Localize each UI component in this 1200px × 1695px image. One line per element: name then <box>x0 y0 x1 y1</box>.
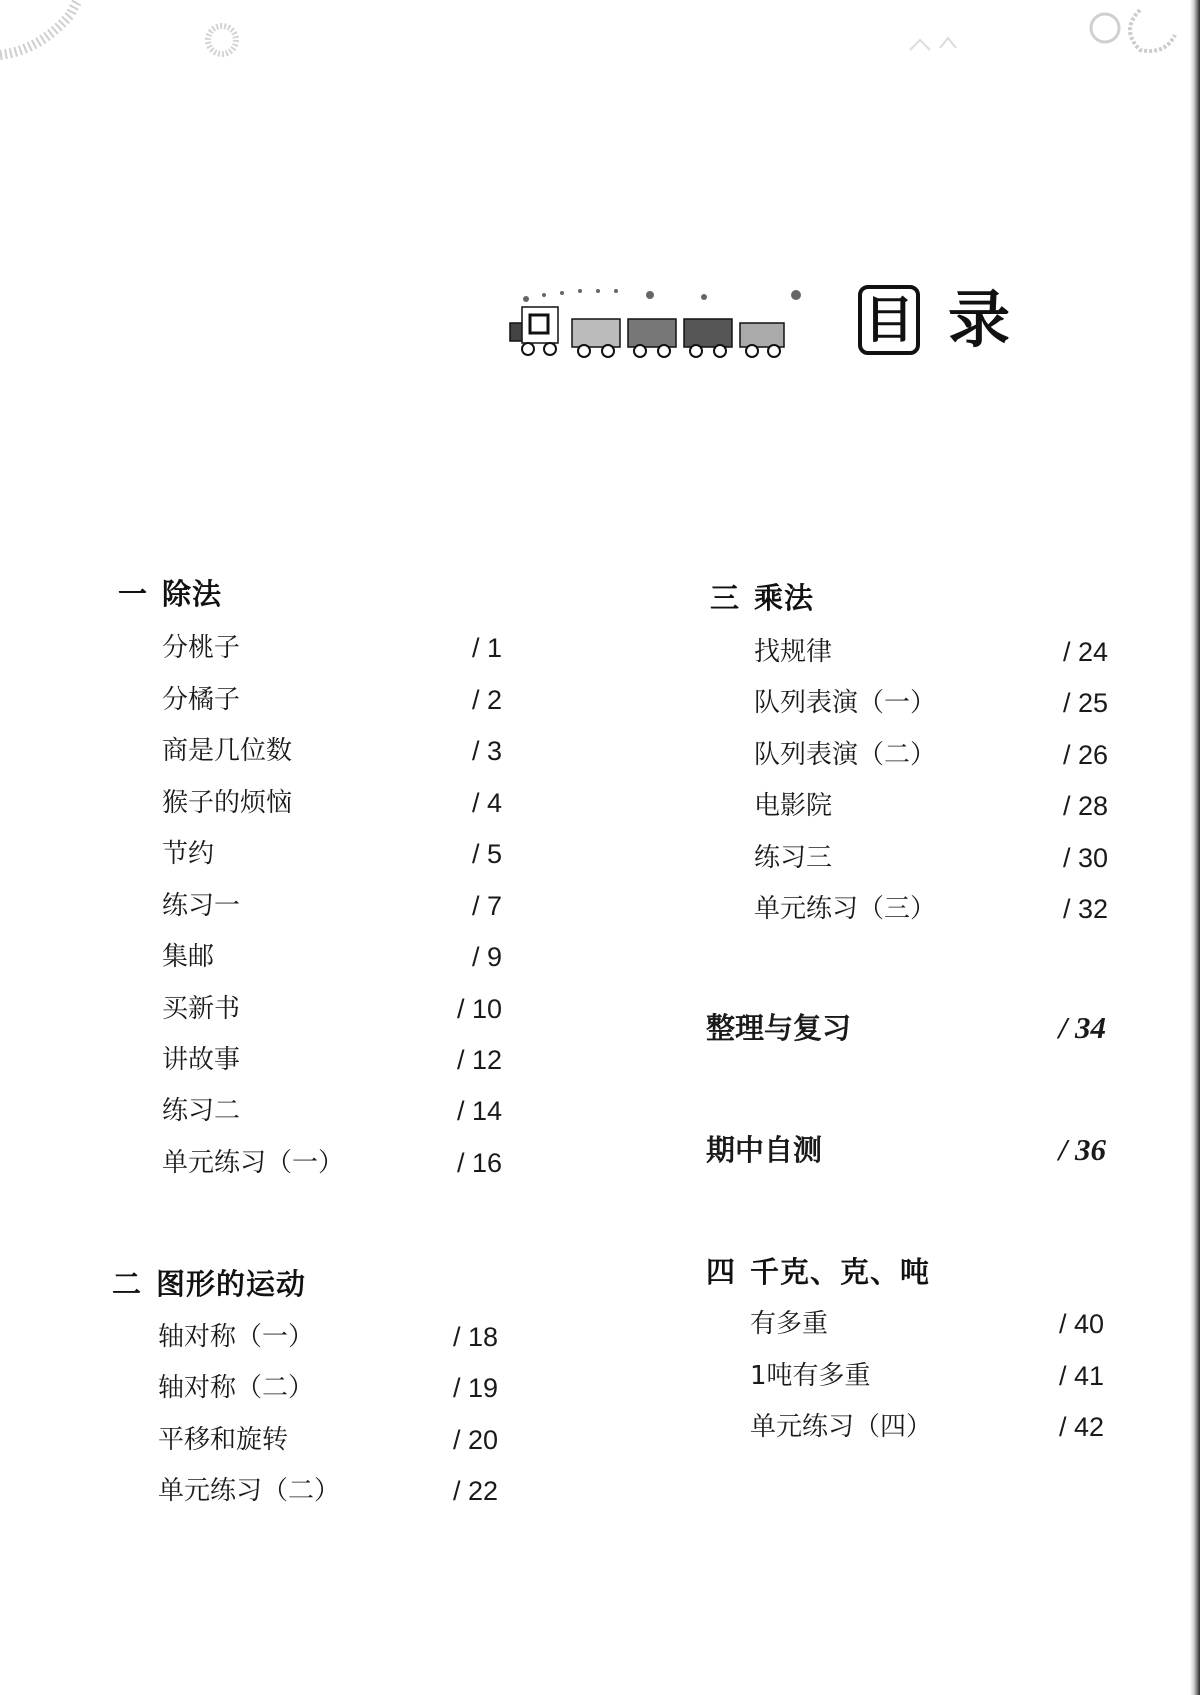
toc-entry[interactable] <box>754 683 1108 723</box>
toc-entry[interactable] <box>162 1091 502 1131</box>
entry-page: / 1 <box>471 633 502 663</box>
toc-entry[interactable] <box>750 1356 1104 1396</box>
section-title: 图形的运动 <box>156 1267 307 1301</box>
toc-entry-midterm[interactable] <box>706 1128 1106 1172</box>
entry-title: 单元练习（一） <box>162 1148 345 1178</box>
section-number: 三 <box>710 581 741 615</box>
toc-entry[interactable] <box>158 1368 498 1408</box>
entry-title: 练习一 <box>162 891 241 921</box>
entry-title: 轴对称（一） <box>158 1322 315 1352</box>
entry-title: 队列表演（二） <box>754 740 937 770</box>
entry-page: / 24 <box>1062 637 1108 667</box>
section-heading <box>112 1262 306 1303</box>
entry-page: / 9 <box>471 942 502 972</box>
toc-entry[interactable] <box>158 1420 498 1460</box>
page-edge-shadow <box>1190 0 1200 1695</box>
section-title: 千克、克、吨 <box>750 1255 931 1289</box>
toc-entry[interactable] <box>162 1143 502 1183</box>
section-number: 四 <box>706 1255 737 1289</box>
toc-entry[interactable] <box>162 783 502 823</box>
entry-title: 电影院 <box>754 791 833 821</box>
entry-title: 集邮 <box>162 942 215 972</box>
entry-page: / 26 <box>1062 740 1108 770</box>
entry-title: 单元练习（二） <box>158 1476 341 1506</box>
toc-entry[interactable] <box>754 786 1108 826</box>
entry-page: / 25 <box>1062 688 1108 718</box>
entry-title: 单元练习（四） <box>750 1412 933 1442</box>
section-title: 乘法 <box>754 581 815 615</box>
entry-title: 1吨有多重 <box>750 1361 871 1391</box>
toc-entry[interactable] <box>162 628 502 668</box>
toc-entry[interactable] <box>754 735 1108 775</box>
entry-title: 单元练习（三） <box>754 894 937 924</box>
entry-page: / 19 <box>452 1373 498 1403</box>
entry-title: 分桃子 <box>162 633 241 663</box>
entry-page: / 28 <box>1062 791 1108 821</box>
toc-entry[interactable] <box>754 632 1108 672</box>
entry-page: / 30 <box>1062 843 1108 873</box>
section-number: 二 <box>112 1267 143 1301</box>
entry-title: 队列表演（一） <box>754 688 937 718</box>
entry-title: 买新书 <box>162 994 241 1024</box>
entry-title: 猴子的烦恼 <box>162 788 293 818</box>
entry-page: / 32 <box>1062 894 1108 924</box>
toc-entry[interactable] <box>754 889 1108 929</box>
entry-page: / 41 <box>1058 1361 1104 1391</box>
entry-title: 商是几位数 <box>162 736 293 766</box>
train-illustration <box>500 285 820 365</box>
entry-page: / 42 <box>1058 1412 1104 1442</box>
entry-page: / 3 <box>471 736 502 766</box>
entry-page: / 4 <box>471 788 502 818</box>
entry-page: / 10 <box>456 994 502 1024</box>
title-char-lu: 录 <box>948 283 1011 356</box>
section-heading <box>118 572 222 613</box>
toc-entry[interactable] <box>754 838 1108 878</box>
corner-doodle-left <box>0 0 260 80</box>
section-heading <box>710 576 814 617</box>
corner-doodle-right <box>900 0 1190 80</box>
entry-title: 分橘子 <box>162 685 241 715</box>
toc-entry-review[interactable] <box>706 1006 1106 1050</box>
toc-entry[interactable] <box>162 834 502 874</box>
entry-page: / 36 <box>1058 1132 1106 1167</box>
toc-entry[interactable] <box>750 1407 1104 1447</box>
entry-page: / 22 <box>452 1476 498 1506</box>
toc-entry[interactable] <box>162 680 502 720</box>
entry-page: / 16 <box>456 1148 502 1178</box>
toc-entry[interactable] <box>162 731 502 771</box>
section-heading <box>706 1250 930 1291</box>
entry-title: 平移和旋转 <box>158 1425 289 1455</box>
entry-title: 有多重 <box>750 1309 829 1339</box>
toc-entry[interactable] <box>158 1317 498 1357</box>
toc-entry[interactable] <box>158 1471 498 1511</box>
toc-entry[interactable] <box>162 937 502 977</box>
toc-entry[interactable] <box>750 1304 1104 1344</box>
entry-page: / 7 <box>471 891 502 921</box>
entry-title: 轴对称（二） <box>158 1373 315 1403</box>
entry-title: 节约 <box>162 839 215 869</box>
entry-page: / 34 <box>1058 1010 1106 1045</box>
entry-page: / 12 <box>456 1045 502 1075</box>
entry-page: / 14 <box>456 1096 502 1126</box>
entry-title: 练习三 <box>754 843 833 873</box>
entry-page: / 20 <box>452 1425 498 1455</box>
entry-title: 练习二 <box>162 1096 241 1126</box>
section-title: 除法 <box>162 577 223 611</box>
entry-title: 整理与复习 <box>706 1011 852 1045</box>
toc-entry[interactable] <box>162 989 502 1029</box>
title-char-mu: 目 <box>858 285 920 355</box>
entry-page: / 5 <box>471 839 502 869</box>
toc-entry[interactable] <box>162 886 502 926</box>
entry-page: / 40 <box>1058 1309 1104 1339</box>
entry-page: / 18 <box>452 1322 498 1352</box>
section-number: 一 <box>118 577 149 611</box>
entry-title: 期中自测 <box>706 1133 823 1167</box>
entry-title: 找规律 <box>754 637 833 667</box>
entry-page: / 2 <box>471 685 502 715</box>
entry-title: 讲故事 <box>162 1045 241 1075</box>
toc-entry[interactable] <box>162 1040 502 1080</box>
toc-title <box>500 285 1040 375</box>
